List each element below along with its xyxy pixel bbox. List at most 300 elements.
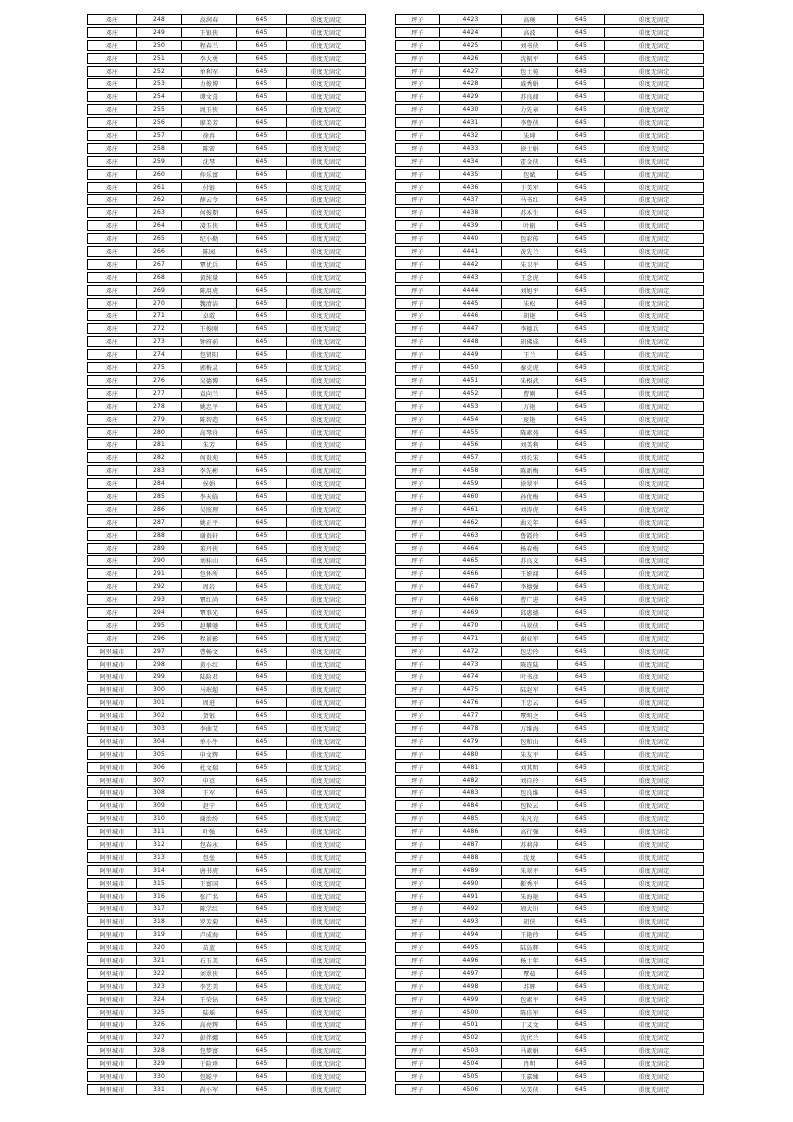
person-name-cell: 包忠玲 — [502, 647, 558, 656]
category-cell: 重度无固定 — [638, 764, 670, 772]
amount-cell: 645 — [237, 118, 287, 127]
person-name-cell: 包斌 — [502, 170, 558, 179]
serial-cell: 277 — [137, 389, 182, 398]
serial-cell: 4434 — [440, 157, 502, 166]
serial-cell: 4441 — [440, 247, 502, 256]
table-row — [87, 298, 366, 309]
amount-cell: 645 — [237, 389, 287, 398]
person-name-cell: 朱相武 — [502, 376, 558, 385]
amount-cell: 645 — [558, 415, 605, 424]
person-name-cell: 申文辉 — [182, 750, 237, 759]
serial-cell: 299 — [137, 672, 182, 681]
category-cell: 重度无固定 — [638, 945, 670, 953]
village-cell: 坪子 — [396, 763, 440, 772]
serial-cell: 4433 — [440, 144, 502, 153]
amount-cell: 645 — [237, 363, 287, 372]
serial-cell: 302 — [137, 711, 182, 720]
village-cell: 邓庄 — [88, 183, 137, 192]
amount-cell: 645 — [237, 904, 287, 913]
person-name-cell: 高琴舟 — [182, 428, 237, 437]
person-name-cell: 王军 — [182, 788, 237, 797]
serial-cell: 4459 — [440, 479, 502, 488]
serial-cell: 300 — [137, 685, 182, 694]
table-row — [395, 929, 704, 940]
serial-cell: 4470 — [440, 621, 502, 630]
serial-cell: 4457 — [440, 453, 502, 462]
amount-cell: 645 — [558, 930, 605, 939]
serial-cell: 4497 — [440, 969, 502, 978]
amount-cell: 645 — [237, 479, 287, 488]
village-cell: 邓庄 — [88, 544, 137, 553]
village-cell: 邓庄 — [88, 79, 137, 88]
village-cell: 邓庄 — [88, 350, 137, 359]
table-row — [87, 775, 366, 786]
serial-cell: 308 — [137, 788, 182, 797]
category-cell: 重度无固定 — [310, 197, 342, 205]
category-cell: 重度无固定 — [638, 210, 670, 218]
amount-cell: 645 — [237, 724, 287, 733]
amount-cell: 645 — [237, 376, 287, 385]
table-row — [87, 478, 366, 489]
person-name-cell: 王俊刚 — [182, 324, 237, 333]
amount-cell: 645 — [237, 402, 287, 411]
village-cell: 坪子 — [396, 1085, 440, 1094]
village-cell: 坪子 — [396, 376, 440, 385]
serial-cell: 275 — [137, 363, 182, 372]
category-cell: 重度无固定 — [310, 829, 342, 837]
table-row — [87, 723, 366, 734]
category-cell: 重度无固定 — [638, 519, 670, 527]
serial-cell: 4436 — [440, 183, 502, 192]
village-cell: 坪子 — [396, 917, 440, 926]
village-cell: 坪子 — [396, 466, 440, 475]
person-name-cell: 包贤阳 — [182, 350, 237, 359]
amount-cell: 645 — [558, 1046, 605, 1055]
person-name-cell: 朱海艳 — [502, 892, 558, 901]
person-name-cell: 万维海 — [502, 724, 558, 733]
category-cell: 重度无固定 — [310, 1009, 342, 1017]
table-row — [395, 246, 704, 257]
table-row — [395, 878, 704, 889]
serial-cell: 317 — [137, 904, 182, 913]
village-cell: 邓庄 — [88, 492, 137, 501]
category-cell: 重度无固定 — [638, 197, 670, 205]
table-row — [87, 581, 366, 592]
table-row — [87, 207, 366, 218]
village-cell: 邓庄 — [88, 428, 137, 437]
category-cell: 重度无固定 — [310, 558, 342, 566]
amount-cell: 645 — [558, 67, 605, 76]
serial-cell: 259 — [137, 157, 182, 166]
village-cell: 坪子 — [396, 531, 440, 540]
village-cell: 阿里城市 — [88, 1072, 137, 1081]
category-cell: 重度无固定 — [638, 68, 670, 76]
category-cell: 重度无固定 — [638, 893, 670, 901]
amount-cell: 645 — [237, 221, 287, 230]
amount-cell: 645 — [558, 724, 605, 733]
table-row — [87, 1058, 366, 1069]
person-name-cell: 覃红尚 — [182, 595, 237, 604]
village-cell: 邓庄 — [88, 41, 137, 50]
village-cell: 坪子 — [396, 711, 440, 720]
category-cell: 重度无固定 — [310, 429, 342, 437]
table-row — [87, 736, 366, 747]
village-cell: 坪子 — [396, 930, 440, 939]
person-name-cell: 刘长宋 — [502, 453, 558, 462]
village-cell: 坪子 — [396, 582, 440, 591]
village-cell: 坪子 — [396, 247, 440, 256]
table-row — [395, 117, 704, 128]
serial-cell: 320 — [137, 943, 182, 952]
serial-cell: 4462 — [440, 518, 502, 527]
serial-cell: 4432 — [440, 131, 502, 140]
table-row — [395, 981, 704, 992]
category-cell: 重度无固定 — [310, 261, 342, 269]
amount-cell: 645 — [237, 195, 287, 204]
person-name-cell: 苗蓝 — [182, 943, 237, 952]
village-cell: 邓庄 — [88, 195, 137, 204]
serial-cell: 4427 — [440, 67, 502, 76]
village-cell: 坪子 — [396, 1072, 440, 1081]
table-row — [87, 543, 366, 554]
person-name-cell: 袁向兰 — [182, 389, 237, 398]
serial-cell: 286 — [137, 505, 182, 514]
person-name-cell: 何贵苑 — [182, 453, 237, 462]
person-name-cell: 刘美利 — [502, 440, 558, 449]
serial-cell: 289 — [137, 544, 182, 553]
amount-cell: 645 — [558, 827, 605, 836]
amount-cell: 645 — [558, 350, 605, 359]
category-cell: 重度无固定 — [638, 29, 670, 37]
amount-cell: 645 — [237, 79, 287, 88]
category-cell: 重度无固定 — [310, 145, 342, 153]
person-name-cell: 肖明 — [502, 1059, 558, 1068]
category-cell: 重度无固定 — [638, 584, 670, 592]
person-name-cell: 单利军 — [182, 67, 237, 76]
village-cell: 坪子 — [396, 943, 440, 952]
amount-cell: 645 — [237, 634, 287, 643]
category-cell: 重度无固定 — [638, 635, 670, 643]
person-name-cell: 陈素苑 — [502, 428, 558, 437]
village-cell: 坪子 — [396, 415, 440, 424]
village-cell: 邓庄 — [88, 260, 137, 269]
amount-cell: 645 — [558, 324, 605, 333]
amount-cell: 645 — [558, 698, 605, 707]
person-name-cell: 包梦富 — [182, 1046, 237, 1055]
table-row — [87, 800, 366, 811]
category-cell: 重度无固定 — [310, 906, 342, 914]
person-name-cell: 王富国 — [182, 879, 237, 888]
amount-cell: 645 — [558, 440, 605, 449]
person-name-cell: 胡侠 — [502, 917, 558, 926]
table-row — [87, 1084, 366, 1095]
village-cell: 阿里城市 — [88, 776, 137, 785]
serial-cell: 4506 — [440, 1085, 502, 1094]
person-name-cell: 马翠侠 — [502, 621, 558, 630]
person-name-cell: 董丹侠 — [182, 544, 237, 553]
village-cell: 坪子 — [396, 170, 440, 179]
village-cell: 邓庄 — [88, 415, 137, 424]
person-name-cell: 朱芳 — [182, 440, 237, 449]
village-cell: 坪子 — [396, 595, 440, 604]
village-cell: 阿里城市 — [88, 1046, 137, 1055]
category-cell: 重度无固定 — [638, 700, 670, 708]
category-cell: 重度无固定 — [638, 184, 670, 192]
person-name-cell: 李鲁侠 — [502, 118, 558, 127]
serial-cell: 298 — [137, 660, 182, 669]
table-row — [87, 1007, 366, 1018]
category-cell: 重度无固定 — [310, 661, 342, 669]
village-cell: 坪子 — [396, 827, 440, 836]
amount-cell: 645 — [558, 273, 605, 282]
table-row — [395, 1032, 704, 1043]
village-cell: 阿里城市 — [88, 982, 137, 991]
person-name-cell: 朱卫平 — [502, 260, 558, 269]
serial-cell: 4475 — [440, 685, 502, 694]
village-cell: 邓庄 — [88, 582, 137, 591]
serial-cell: 4499 — [440, 995, 502, 1004]
category-cell: 重度无固定 — [638, 687, 670, 695]
table-row — [87, 826, 366, 837]
person-name-cell: 陈新梅 — [502, 466, 558, 475]
village-cell: 阿里城市 — [88, 698, 137, 707]
village-cell: 邓庄 — [88, 157, 137, 166]
amount-cell: 645 — [237, 776, 287, 785]
category-cell: 重度无固定 — [638, 1086, 670, 1094]
person-name-cell: 包聪平 — [182, 1072, 237, 1081]
amount-cell: 645 — [237, 982, 287, 991]
serial-cell: 257 — [137, 131, 182, 140]
amount-cell: 645 — [237, 273, 287, 282]
person-name-cell: 孙优梅 — [502, 492, 558, 501]
village-cell: 邓庄 — [88, 376, 137, 385]
table-row — [395, 620, 704, 631]
village-cell: 邓庄 — [88, 569, 137, 578]
serial-cell: 294 — [137, 608, 182, 617]
category-cell: 重度无固定 — [638, 339, 670, 347]
table-row — [395, 220, 704, 231]
category-cell: 重度无固定 — [310, 120, 342, 128]
serial-cell: 4445 — [440, 299, 502, 308]
table-row — [87, 852, 366, 863]
table-row — [87, 336, 366, 347]
table-row — [395, 1058, 704, 1069]
village-cell: 阿里城市 — [88, 956, 137, 965]
table-row — [87, 323, 366, 334]
village-cell: 坪子 — [396, 118, 440, 127]
amount-cell: 645 — [558, 183, 605, 192]
village-cell: 阿里城市 — [88, 879, 137, 888]
amount-cell: 645 — [558, 479, 605, 488]
person-name-cell: 单小牛 — [182, 737, 237, 746]
person-name-cell: 石玉美 — [182, 956, 237, 965]
serial-cell: 265 — [137, 234, 182, 243]
serial-cell: 276 — [137, 376, 182, 385]
table-row — [87, 697, 366, 708]
person-name-cell: 陆险君 — [182, 672, 237, 681]
table-row — [87, 762, 366, 773]
village-cell: 邓庄 — [88, 28, 137, 37]
village-cell: 阿里城市 — [88, 1033, 137, 1042]
table-row — [395, 1045, 704, 1056]
category-cell: 重度无固定 — [638, 236, 670, 244]
amount-cell: 645 — [558, 1020, 605, 1029]
person-name-cell: 包粒云 — [502, 801, 558, 810]
category-cell: 重度无固定 — [638, 133, 670, 141]
serial-cell: 262 — [137, 195, 182, 204]
village-cell: 邓庄 — [88, 531, 137, 540]
village-cell: 阿里城市 — [88, 969, 137, 978]
serial-cell: 4478 — [440, 724, 502, 733]
amount-cell: 645 — [237, 1046, 287, 1055]
serial-cell: 254 — [137, 92, 182, 101]
person-name-cell: 王嘉臻 — [502, 1072, 558, 1081]
category-cell: 重度无固定 — [310, 700, 342, 708]
serial-cell: 4443 — [440, 273, 502, 282]
category-cell: 重度无固定 — [310, 377, 342, 385]
village-cell: 坪子 — [396, 234, 440, 243]
serial-cell: 4495 — [440, 943, 502, 952]
person-name-cell: 申京 — [182, 776, 237, 785]
table-row — [395, 581, 704, 592]
serial-cell: 4476 — [440, 698, 502, 707]
amount-cell: 645 — [237, 1008, 287, 1017]
amount-cell: 645 — [237, 505, 287, 514]
category-cell: 重度无固定 — [310, 597, 342, 605]
table-row — [395, 968, 704, 979]
serial-cell: 268 — [137, 273, 182, 282]
amount-cell: 645 — [237, 647, 287, 656]
category-cell: 重度无固定 — [310, 442, 342, 450]
table-row — [395, 143, 704, 154]
person-name-cell: 彭伴娜 — [182, 1033, 237, 1042]
village-cell: 坪子 — [396, 299, 440, 308]
amount-cell: 645 — [558, 892, 605, 901]
table-row — [395, 697, 704, 708]
person-name-cell: 黄小红 — [182, 660, 237, 669]
village-cell: 阿里城市 — [88, 660, 137, 669]
person-name-cell: 陆岛辉 — [502, 943, 558, 952]
serial-cell: 4469 — [440, 608, 502, 617]
serial-cell: 4467 — [440, 582, 502, 591]
amount-cell: 645 — [237, 621, 287, 630]
amount-cell: 645 — [237, 1072, 287, 1081]
person-name-cell: 胡艳 — [502, 311, 558, 320]
amount-cell: 645 — [237, 350, 287, 359]
table-row — [87, 53, 366, 64]
table-row — [395, 375, 704, 386]
category-cell: 重度无固定 — [638, 738, 670, 746]
serial-cell: 4505 — [440, 1072, 502, 1081]
person-name-cell: 王艳玲 — [502, 930, 558, 939]
person-name-cell: 曲元年 — [502, 518, 558, 527]
person-name-cell: 胡佛成 — [502, 337, 558, 346]
roster-table-left — [87, 14, 366, 1097]
category-cell: 重度无固定 — [638, 571, 670, 579]
category-cell: 重度无固定 — [310, 210, 342, 218]
amount-cell: 645 — [558, 363, 605, 372]
amount-cell: 645 — [237, 531, 287, 540]
category-cell: 重度无固定 — [310, 584, 342, 592]
serial-cell: 281 — [137, 440, 182, 449]
category-cell: 重度无固定 — [638, 970, 670, 978]
serial-cell: 4494 — [440, 930, 502, 939]
amount-cell: 645 — [237, 144, 287, 153]
person-name-cell: 杨春梅 — [502, 544, 558, 553]
serial-cell: 4472 — [440, 647, 502, 656]
table-row — [87, 452, 366, 463]
amount-cell: 645 — [558, 453, 605, 462]
category-cell: 重度无固定 — [310, 970, 342, 978]
category-cell: 重度无固定 — [638, 777, 670, 785]
category-cell: 重度无固定 — [638, 55, 670, 63]
serial-cell: 4444 — [440, 286, 502, 295]
amount-cell: 645 — [558, 621, 605, 630]
person-name-cell: 黄先兰 — [502, 247, 558, 256]
table-row — [395, 452, 704, 463]
category-cell: 重度无固定 — [310, 107, 342, 115]
table-row — [395, 994, 704, 1005]
village-cell: 阿里城市 — [88, 840, 137, 849]
village-cell: 阿里城市 — [88, 930, 137, 939]
village-cell: 坪子 — [396, 402, 440, 411]
person-name-cell: 廖美芳 — [182, 118, 237, 127]
person-name-cell: 李德强 — [502, 582, 558, 591]
amount-cell: 645 — [558, 531, 605, 540]
person-name-cell: 王兰 — [502, 350, 558, 359]
table-row — [87, 839, 366, 850]
village-cell: 邓庄 — [88, 556, 137, 565]
village-cell: 阿里城市 — [88, 892, 137, 901]
person-name-cell: 吴德博 — [182, 376, 237, 385]
amount-cell: 645 — [558, 853, 605, 862]
village-cell: 坪子 — [396, 505, 440, 514]
person-name-cell: 朱坤 — [502, 131, 558, 140]
category-cell: 重度无固定 — [310, 365, 342, 373]
serial-cell: 305 — [137, 750, 182, 759]
category-cell: 重度无固定 — [310, 55, 342, 63]
amount-cell: 645 — [237, 311, 287, 320]
serial-cell: 285 — [137, 492, 182, 501]
category-cell: 重度无固定 — [638, 983, 670, 991]
person-name-cell: 刘其明 — [502, 763, 558, 772]
table-row — [395, 671, 704, 682]
serial-cell: 250 — [137, 41, 182, 50]
serial-cell: 4449 — [440, 350, 502, 359]
category-cell: 重度无固定 — [310, 403, 342, 411]
amount-cell: 645 — [237, 763, 287, 772]
serial-cell: 271 — [137, 311, 182, 320]
serial-cell: 4487 — [440, 840, 502, 849]
category-cell: 重度无固定 — [310, 390, 342, 398]
amount-cell: 645 — [558, 41, 605, 50]
person-name-cell: 包和山 — [502, 737, 558, 746]
serial-cell: 4471 — [440, 634, 502, 643]
village-cell: 坪子 — [396, 840, 440, 849]
amount-cell: 645 — [237, 170, 287, 179]
village-cell: 坪子 — [396, 195, 440, 204]
category-cell: 重度无固定 — [310, 545, 342, 553]
serial-cell: 4454 — [440, 415, 502, 424]
serial-cell: 324 — [137, 995, 182, 1004]
village-cell: 邓庄 — [88, 337, 137, 346]
category-cell: 重度无固定 — [638, 725, 670, 733]
category-cell: 重度无固定 — [310, 635, 342, 643]
village-cell: 坪子 — [396, 608, 440, 617]
village-cell: 邓庄 — [88, 15, 137, 24]
table-row — [395, 414, 704, 425]
amount-cell: 645 — [237, 995, 287, 1004]
